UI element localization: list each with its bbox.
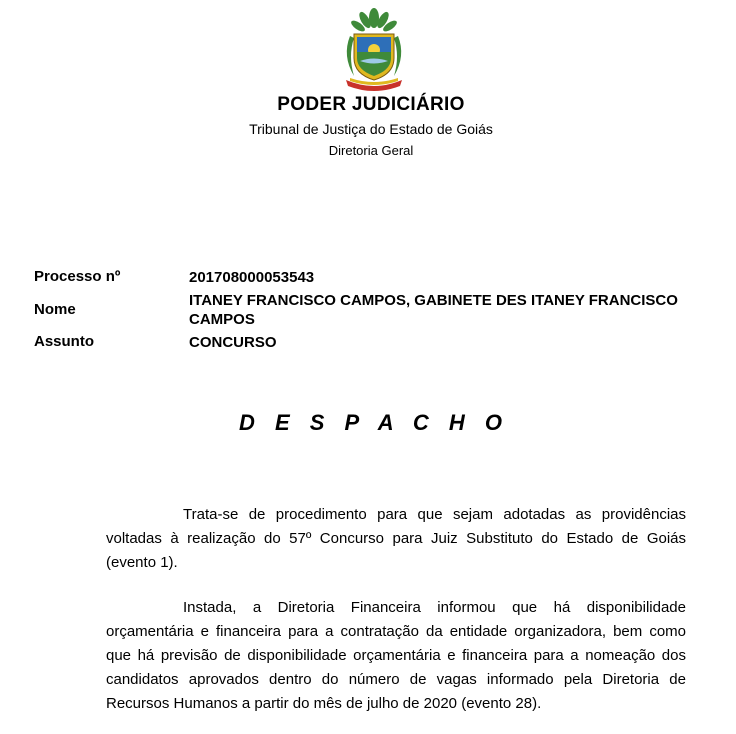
nome-value: ITANEY FRANCISCO CAMPOS, GABINETE DES ITANEY FRANCISCO CAMPOS xyxy=(189,292,678,328)
department-name: Diretoria Geral xyxy=(328,143,414,158)
nome-label: Nome xyxy=(34,301,76,318)
goias-coat-of-arms-icon xyxy=(338,6,410,92)
paragraph-2: Instada, a Diretoria Financeira informou que há disponibilidade orçamentária e financeira para a contratação da entidade organizadora, bem como que há previsão de disponibilidade orçamentária e financeira para a nomeação dos candidatos aprovados dentro do número de vagas informado pela Diretoria de Recursos Humanos a partir do mês de julho de 2020 (evento 28). xyxy=(106,599,686,712)
assunto-label: Assunto xyxy=(34,333,94,350)
right-laurel xyxy=(394,36,401,76)
assunto-value: CONCURSO xyxy=(189,334,277,351)
document-title: D E S P A C H O xyxy=(238,410,510,435)
court-name: Tribunal de Justiça do Estado de Goiás xyxy=(249,121,493,137)
paragraph-1: Trata-se de procedimento para que sejam adotadas as providências voltadas à realização do 57º Concurso para Juiz Substituto do Estado de Goiás (evento 1). xyxy=(106,506,686,571)
court-branch-title: PODER JUDICIÁRIO xyxy=(277,94,465,115)
left-laurel xyxy=(347,36,354,76)
processo-value: 201708000053543 xyxy=(189,269,315,286)
crest-leaves xyxy=(349,8,398,33)
processo-label: Processo nº xyxy=(34,268,121,285)
